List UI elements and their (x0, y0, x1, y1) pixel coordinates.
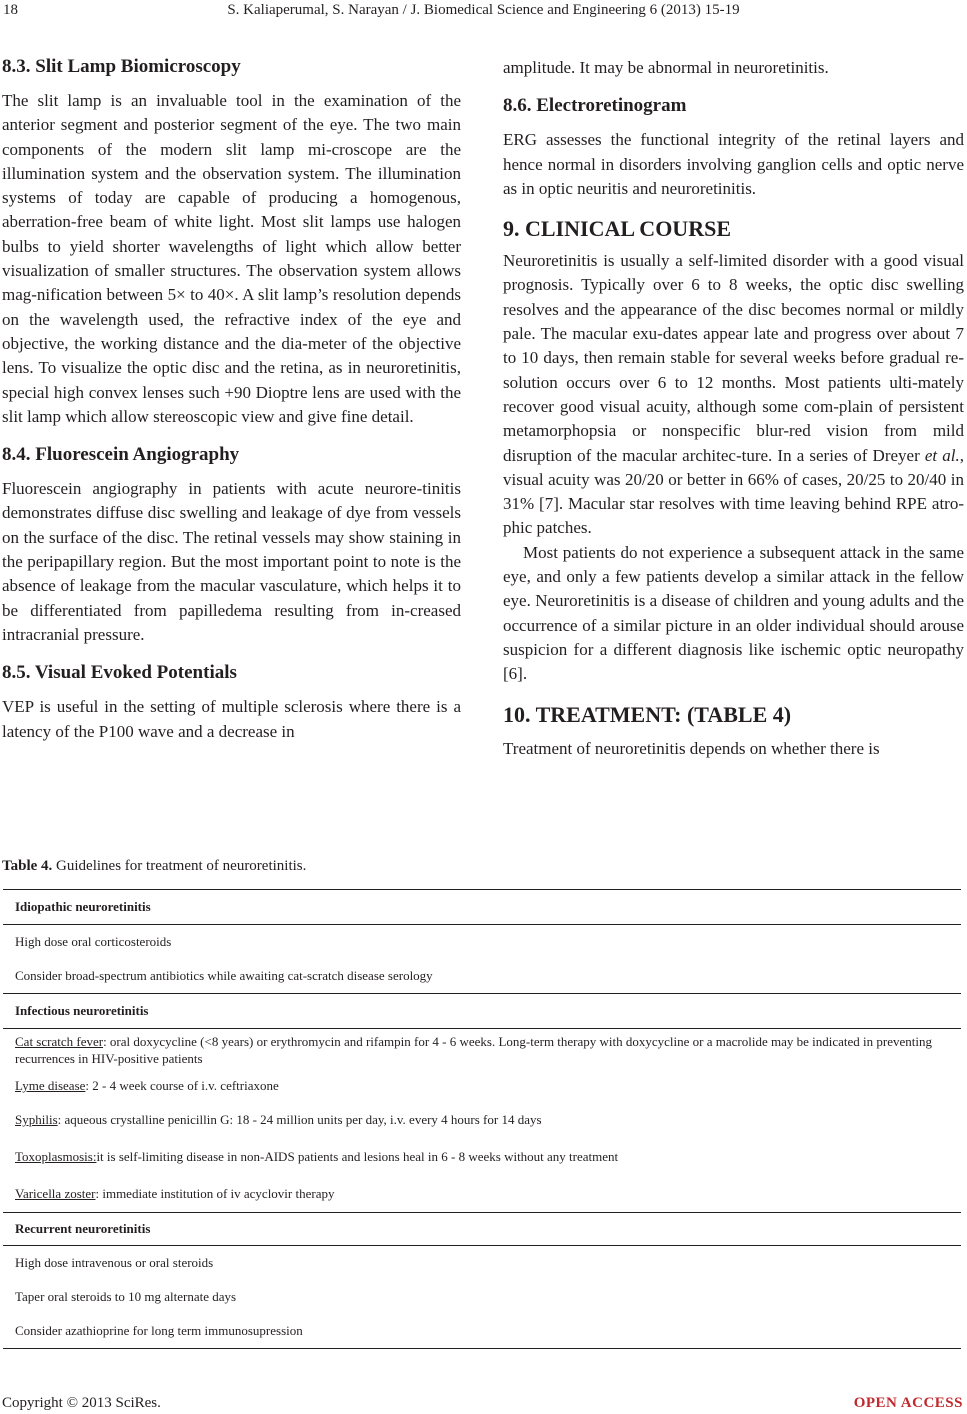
page-number: 18 (3, 2, 18, 18)
table-bottom-rule (3, 1348, 961, 1349)
table-row: Toxoplasmosis: it is self-limiting disease in non-AIDS patients and lesions heal in 6 - 8 weeks without any treatment (15, 1149, 619, 1164)
section-8-6-title: 8.6. Electroretinogram (503, 95, 687, 117)
page-header (0, 0, 967, 24)
section-8-4-text: Fluorescein angiography in patients with acute neurore-tinitis demonstrates diffuse disc swelling and leakage of dye from vessels on the surface of the disc. The retinal vessels may show staining in the peripapillary region. But the most important point to note is the absence of leakage from the macular vasculature, which helps it to be differentiated from papilledema resulting from in-creased intracranial pressure. (2, 479, 461, 644)
section-9-title: 9. CLINICAL COURSE (503, 216, 731, 242)
section-9-paragraph-2: Most patients do not experience a subsequent attack in the same eye, and only a few patients develop a similar attack in the fellow eye. Neuroretinitis is a disease of children and young adults and the occurrence of a similar picture in an older individual should arouse suspicion for a different diagnosis like ischemic optic neuropathy [6]. (503, 542, 964, 684)
section-8-4-title: 8.4. Fluorescein Angiography (2, 444, 240, 466)
table-row: Syphilis : aqueous crystalline penicillin G: 18 - 24 million units per day, i.v. every 4 hours for 14 days (15, 1112, 542, 1127)
open-access-label: OPEN ACCESS (853, 1395, 963, 1411)
table-caption-label: Table 4. (2, 858, 53, 874)
table-caption (2, 858, 306, 875)
section-10-text: Treatment of neuroretinitis depends on whether there is (503, 738, 880, 758)
table-row: Lyme disease : 2 - 4 week course of i.v. ceftriaxone (15, 1078, 279, 1093)
table-group-header: Infectious neuroretinitis (15, 1003, 149, 1018)
table-row: High dose intravenous or oral steroids (15, 1255, 214, 1270)
table-row: Consider azathioprine for long term immunosupression (15, 1323, 303, 1338)
right-column (503, 56, 964, 761)
table-row: Taper oral steroids to 10 mg alternate days (15, 1289, 237, 1304)
section-8-3-text: The slit lamp is an invaluable tool in the examination of the anterior segment and posterior segment of the eye. The two main components of the modern slit lamp mi-croscope are the illumination system and the observation system. The illumination systems of today are capable of producing a homogenous, aberration-free beam of white light. Most slit lamps use halogen bulbs to yield shorter wavelengths of light which allow better visualization of smaller structures. The observation system allows mag-nification between 5× to 40×. A slit lamp’s resolution depends on the wavelength used, the refractive index of the eye and objective, the working distance and the dia-meter of the objective lens. To visualize the optic disc and the retina, as in neuroretinitis, special high convex lenses such +90 Dioptre lens are used with the slit lamp which allow stereoscopic view and give fine detail. (2, 91, 461, 426)
treatment-table (3, 889, 961, 1349)
section-9-paragraph-1: Neuroretinitis is usually a self-limited disorder with a good visual prognosis. Typically over 6 to 8 weeks, the optic disc swelling resolves and the appearance of the disc becomes normal or mildly pale. The macular exu-dates appear late and progress over about 7 to 10 days, then remain stable for several weeks before gradual re-solution occurs over 6 to 12 months. Most patients ulti-mately recover good visual acuity, although some com-plain of persistent metamorphopsia or nonspecific blur-red vision from mild disruption of the macular architec-ture. In a series of Dreyer et al., visual acuity was 20/20 or better in 66% of cases, 20/25 to 20/40 in 31% [7]. Macular star resolves with time leaving behind RPE atro-phic patches. (503, 251, 965, 538)
section-8-3-title: 8.3. Slit Lamp Biomicroscopy (2, 56, 241, 77)
et-al: et al. (924, 445, 960, 465)
table-row: Cat scratch fever: oral doxycycline (<8 years) or erythromycin and rifampin for 4 - 6 weeks. Long-term therapy with doxycycline or a macrolide may be indicated in preventing recurrences in HIV-positive patients (15, 1034, 933, 1066)
table-row: Varicella zoster : immediate institution of iv acyclovir therapy (15, 1186, 335, 1201)
section-8-5-text: VEP is useful in the setting of multiple sclerosis where there is a latency of the P100 wave and a decrease in (2, 697, 461, 741)
table-group-header: Idiopathic neuroretinitis (15, 899, 151, 914)
cat-scratch-term: Cat scratch fever (15, 1034, 104, 1049)
table-group-header: Recurrent neuroretinitis (15, 1221, 151, 1236)
section-8-5-continued: amplitude. It may be abnormal in neuroretinitis. (503, 58, 829, 77)
table-row: Consider broad-spectrum antibiotics while awaiting cat-scratch disease serology (15, 967, 433, 983)
section-8-5-title: 8.5. Visual Evoked Potentials (2, 662, 237, 684)
running-head: S. Kaliaperumal, S. Narayan / J. Biomedical Science and Engineering 6 (2013) 15-19 (227, 2, 740, 18)
section-8-6-text: ERG assesses the functional integrity of the retinal layers and hence normal in disorders involving ganglion cells and optic nerve as in optic neuritis and neuroretinitis. (503, 130, 964, 198)
section-10-title: 10. TREATMENT: (TABLE 4) (503, 701, 792, 727)
table-row: High dose oral corticosteroids (15, 933, 172, 949)
table-caption-text: Guidelines for treatment of neuroretinitis. (52, 858, 307, 874)
copyright: Copyright © 2013 SciRes. (2, 1395, 161, 1411)
left-column (2, 55, 461, 744)
